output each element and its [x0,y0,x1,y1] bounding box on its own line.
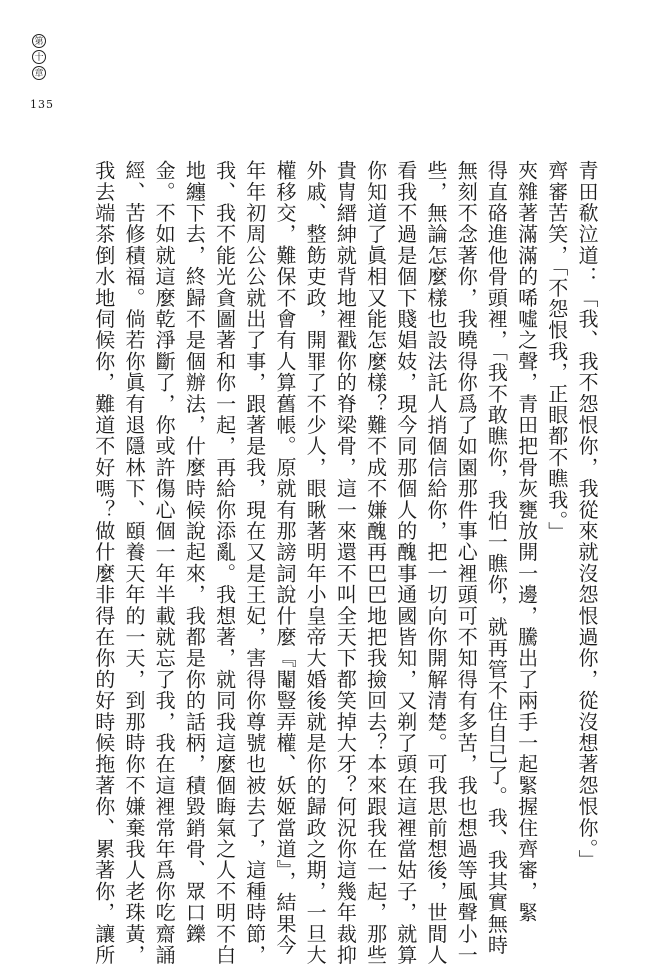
chapter-char-1: 第 [32,34,46,48]
chapter-marker [31,34,47,82]
text-column: 地纏下去，終歸不是個辦法，什麼時候說起來，我都是你的話柄，積毀銷骨、眾口鑠 [182,160,207,945]
text-column: 經、苦修積福。倘若你眞有退隱林下、頤養天年的一天，到那時你不嫌棄我人老珠黃， [121,160,146,966]
text-column: 權移交，難保不會有人算舊帳。原就有那謗詞說什麼『閹豎弄權、妖姬當道』，結果今 [272,160,297,956]
text-column: 我去端茶倒水地伺候你，難道不好嗎？做什麼非得在你的好時候拖著你、累著你，讓所 [91,160,116,966]
body-text [91,160,602,966]
text-column: 得直硌進他骨頭裡，「我不敢瞧你，我怕一瞧你，就再管不住自己了。我、我其實無時 [484,160,509,956]
text-column: 我、我不能光貪圖著和你一起，再給你添亂。我想著，就同我這麼個晦氣之人不明不白 [212,160,237,966]
page-number: 135 [30,98,54,111]
text-column: 外戚、整飭吏政，開罪了不少人，眼瞅著明年小皇帝大婚後就是你的歸政之期，一旦大 [303,160,328,966]
chapter-char-2: 十 [32,50,46,64]
text-column: 些，無論怎麼樣也設法託人捎個信給你，把一切向你開解清楚。可我思前想後，世間人 [423,160,448,966]
text-column: 夾雜著滿滿的唏噓之聲，青田把骨灰甕放開一邊，騰出了兩手一起緊握住齊審，緊 [514,160,539,924]
text-column: 無刻不念著你，我曉得你爲了如園那件事心裡頭可不知得有多苦，我也想過等風聲小一 [454,160,479,966]
text-column: 年年初周公公就出了事，跟著是我，現在又是王妃，害得你尊號也被去了，這種時節， [242,160,267,966]
chapter-char-3: 章 [32,66,46,80]
text-column: 看我不過是個下賤娼妓，現今同那個人的醜事通國皆知，又剃了頭在這裡當姑子，就算 [393,160,418,966]
text-column: 青田欷泣道：「我、我不怨恨你，我從來就沒怨恨過你，從沒想著怨恨你。」 [575,160,599,871]
text-column: 金。不如就這麼乾淨斷了，你或許傷心個一年半載就忘了我，我在這裡常年爲你吃齋誦 [152,160,177,966]
text-column: 你知道了眞相又能怎麼樣？難不成不嫌醜再巴巴地把我撿回去？本來跟我在一起，那些 [363,160,388,966]
text-column: 齊審苦笑，「不怨恨我，正眼都不瞧我。」 [544,160,569,543]
text-column: 貴冑縉紳就背地裡戳你的脊梁骨，這一來還不叫全天下都笑掉大牙？何況你這幾年裁抑 [333,160,358,966]
